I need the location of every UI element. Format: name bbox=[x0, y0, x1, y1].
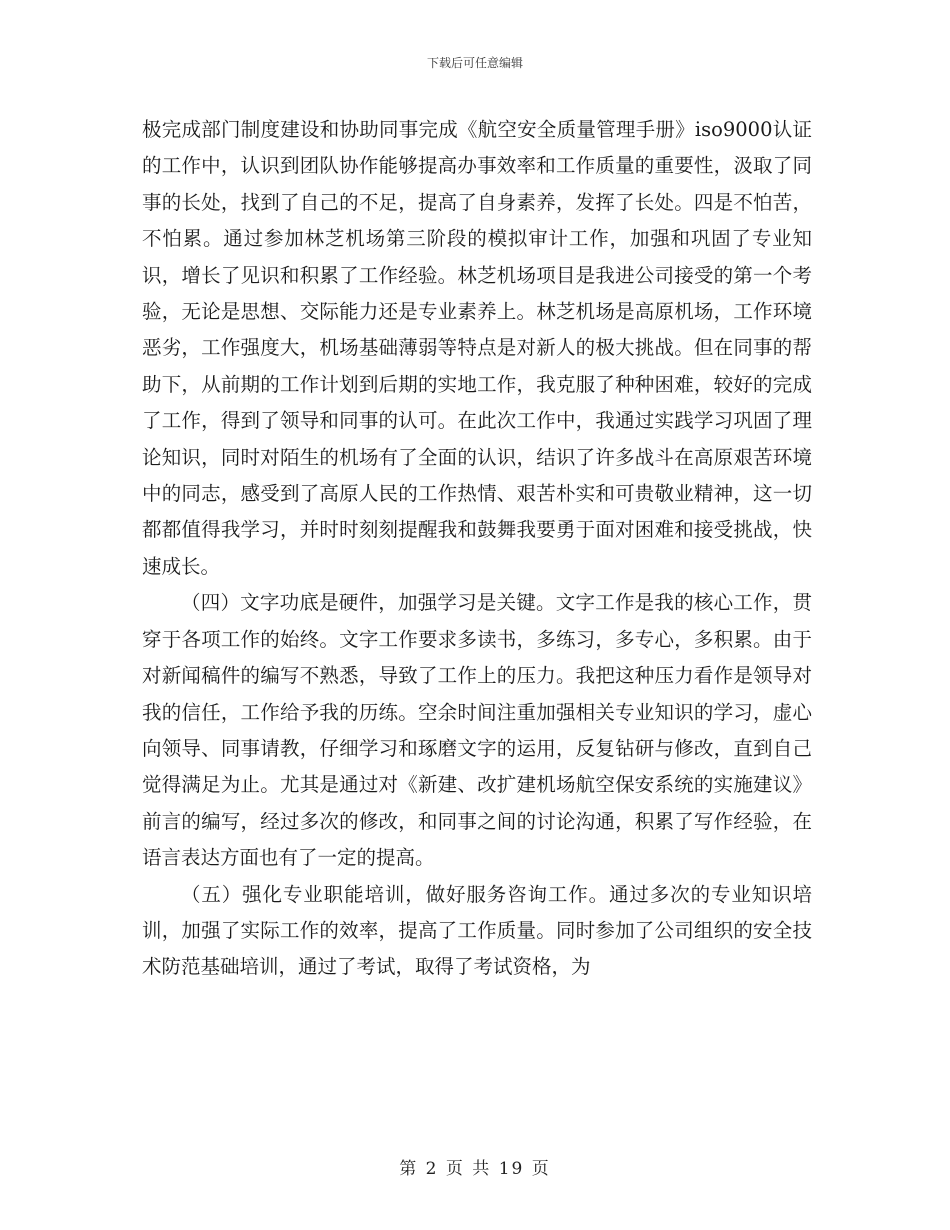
page-footer: 第 2 页 共 19 页 bbox=[399, 1159, 551, 1179]
paragraph-section-4: （四）文字功底是硬件，加强学习是关键。文字工作是我的核心工作，贯穿于各项工作的始终。文字工作要求多读书，多练习，多专心，多积累。由于对新闻稿件的编写不熟悉，导致了工作上的压力。我把这种压力看作是领导对我的信任，工作给予我的历练。空余时间注重加强相关专业知识的学习，虚心向领导、同事请教，仔细学习和琢磨文字的运用，反复钻研与修改，直到自己觉得满足为止。尤其是通过对《新建、改扩建机场航空保安系统的实施建议》前言的编写，经过多次的修改，和同事之间的讨论沟通，积累了写作经验，在语言表达方面也有了一定的提高。 bbox=[142, 591, 812, 870]
body-text bbox=[142, 112, 812, 986]
paragraph-section-5: （五）强化专业职能培训，做好服务咨询工作。通过多次的专业知识培训，加强了实际工作的效率，提高了工作质量。同时参加了公司组织的安全技术防范基础培训，通过了考试，取得了考试资格，为 bbox=[142, 882, 812, 979]
paragraph-continuation: 极完成部门制度建设和协助同事完成《航空安全质量管理手册》iso9000认证的工作中，认识到团队协作能够提高办事效率和工作质量的重要性，汲取了同事的长处，找到了自己的不足，提高了自身素养，发挥了长处。四是不怕苦，不怕累。通过参加林芝机场第三阶段的模拟审计工作，加强和巩固了专业知识，增长了见识和积累了工作经验。林芝机场项目是我进公司接受的第一个考验，无论是思想、交际能力还是专业素养上。林芝机场是高原机场，工作环境恶劣，工作强度大，机场基础薄弱等特点是对新人的极大挑战。但在同事的帮助下，从前期的工作计划到后期的实地工作，我克服了种种困难，较好的完成了工作，得到了领导和同事的认可。在此次工作中，我通过实践学习巩固了理论知识，同时对陌生的机场有了全面的认识，结识了许多战斗在高原艰苦环境中的同志，感受到了高原人民的工作热情、艰苦朴实和可贵敬业精神，这一切都都值得我学习，并时时刻刻提醒我和鼓舞我要勇于面对困难和接受挑战，快速成长。 bbox=[142, 118, 812, 578]
page-header: 下载后可任意编辑 bbox=[426, 56, 523, 70]
